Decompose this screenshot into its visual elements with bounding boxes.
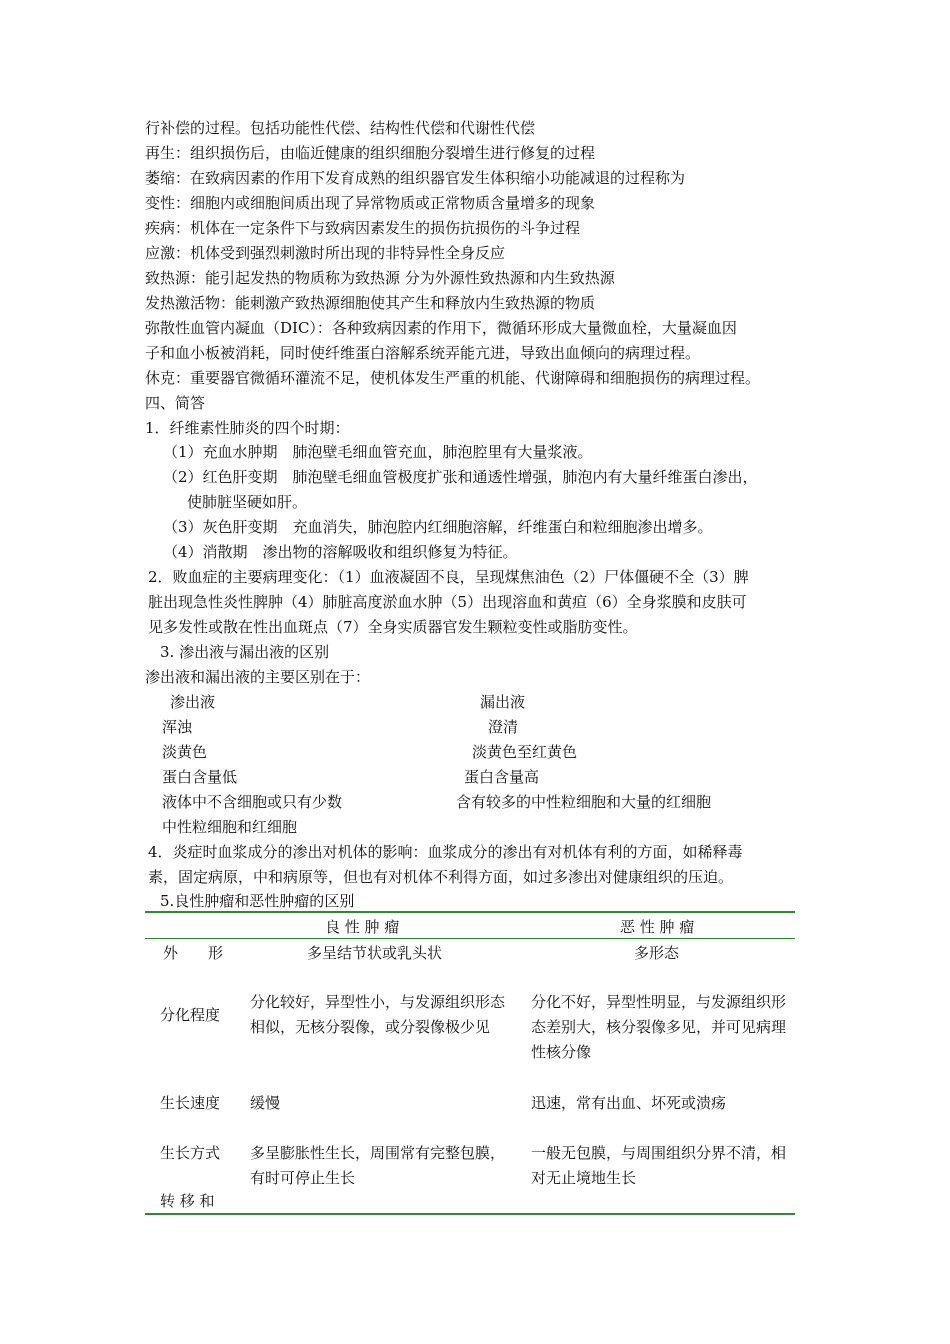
exudate-item: 蛋白含量低 (162, 768, 238, 786)
definition-degeneration: 变性：细胞内或细胞间质出现了异常物质或正常物质含量增多的现象 (145, 194, 596, 212)
benign-growth-mode: 多呈膨胀性生长，周围常有完整包膜，有时可停止生长 (250, 1144, 506, 1187)
definition-dic: 弥散性血管内凝血（DIC）：各种致病因素的作用下，微循环形成大量微血栓，大量凝血因 (145, 319, 737, 337)
question-1: 1．纤维素性肺炎的四个时期： (145, 419, 350, 437)
definition-pyrogenic-activator: 发热激活物：能刺激产致热源细胞使其产生和释放内生致热源的物质 (145, 294, 596, 312)
stage-4: （4）消散期 渗出物的溶解吸收和组织修复为特征。 (163, 543, 518, 561)
exudate-item: 浑浊 (162, 718, 193, 736)
malignant-growth-mode: 一般无包膜，与周围组织分界不清，相对无止境地生长 (531, 1144, 787, 1187)
question-5: 5.良性肿瘤和恶性肿瘤的区别 (160, 892, 355, 910)
table-bottom-rule (145, 1213, 795, 1215)
row-label-growth-mode: 生长方式 (160, 1144, 221, 1162)
definition-regeneration: 再生：组织损伤后，由临近健康的组织细胞分裂增生进行修复的过程 (145, 144, 596, 162)
table-header-rule (145, 938, 795, 939)
question-4-cont: 素，固定病原，中和病原等，但也有对机体不利得方面，如过多渗出对健康组织的压迫。 (148, 868, 734, 886)
transudate-item: 蛋白含量高 (464, 768, 540, 786)
definition-dic-cont: 子和血小板被消耗，同时使纤维蛋白溶解系统弄能亢进，导致出血倾向的病理过程。 (145, 344, 701, 362)
exudate-item: 中性粒细胞和红细胞 (162, 818, 298, 836)
question-4: 4．炎症时血浆成分的渗出对机体的影响：血浆成分的渗出有对机体有利的方面，如稀释毒 (148, 843, 743, 861)
row-label-differentiation: 分化程度 (160, 1006, 221, 1024)
benign-differentiation: 分化较好，异型性小，与发源组织形态相似，无核分裂像，或分裂像极少见 (250, 993, 506, 1036)
row-label-metastasis: 转 移 和 (160, 1192, 215, 1210)
definition-atrophy: 萎缩：在致病因素的作用下发育成熟的组织器官发生体积缩小功能减退的过程称为 (145, 169, 686, 187)
definition-stress: 应激：机体受到强烈刺激时所出现的非特异性全身反应 (145, 244, 506, 262)
header-malignant: 恶 性 肿 瘤 (620, 918, 695, 936)
transudate-header: 漏出液 (480, 693, 526, 711)
stage-3: （3）灰色肝变期 充血消失，肺泡腔内红细胞溶解，纤维蛋白和粒细胞渗出增多。 (163, 518, 713, 536)
definition-disease: 疾病：机体在一定条件下与致病因素发生的损伤抗损伤的斗争过程 (145, 219, 581, 237)
exudate-item: 液体中不含细胞或只有少数 (162, 793, 343, 811)
section-heading: 四、简答 (145, 394, 206, 412)
row-label-shape: 外 形 (163, 944, 224, 962)
stage-2-cont: 使肺脏坚硬如肝。 (187, 493, 308, 511)
row-label-growth-rate: 生长速度 (160, 1094, 221, 1112)
transudate-item: 澄清 (488, 718, 519, 736)
question-2: 2．败血症的主要病理变化：（1）血液凝固不良，呈现煤焦油色（2）尸体僵硬不全（3）脾 (148, 568, 749, 586)
transudate-item: 淡黄色至红黄色 (472, 743, 578, 761)
header-benign: 良 性 肿 瘤 (325, 918, 400, 936)
transudate-item: 含有较多的中性粒细胞和大量的红细胞 (456, 793, 712, 811)
question-3: 3. 渗出液与漏出液的区别 (160, 643, 330, 661)
exudate-item: 淡黄色 (162, 743, 208, 761)
question-2-cont: 脏出现急性炎性脾肿（4）肺脏高度淤血水肿（5）出现溶血和黄疸（6）全身浆膜和皮肤可 (148, 593, 747, 611)
benign-shape: 多呈结节状或乳头状 (307, 944, 443, 962)
definition-pyrogen: 致热源：能引起发热的物质称为致热源 分为外源性致热源和内生致热源 (145, 269, 615, 287)
question-2-cont: 见多发性或散在性出血斑点（7）全身实质器官发生颗粒变性或脂肪变性。 (148, 618, 638, 636)
malignant-shape: 多形态 (634, 944, 680, 962)
malignant-differentiation: 分化不好，异型性明显，与发源组织形态差别大，核分裂像多见，并可见病理性核分像 (531, 993, 787, 1061)
malignant-growth-rate: 迅速，常有出血、坏死或溃疡 (531, 1094, 727, 1112)
stage-2: （2）红色肝变期 肺泡壁毛细血管极度扩张和通透性增强，肺泡内有大量纤维蛋白渗出， (163, 468, 758, 486)
stage-1: （1）充血水肿期 肺泡壁毛细血管充血，肺泡腔里有大量浆液。 (163, 443, 593, 461)
question-3-intro: 渗出液和漏出液的主要区别在于： (145, 668, 371, 686)
benign-growth-rate: 缓慢 (250, 1094, 281, 1112)
text-line: 行补偿的过程。包括功能性代偿、结构性代偿和代谢性代偿 (145, 119, 536, 137)
table-top-rule (145, 911, 795, 913)
definition-shock: 休克：重要器官微循环灌流不足，使机体发生严重的机能、代谢障碍和细胞损伤的病理过程。 (145, 369, 761, 387)
exudate-header: 渗出液 (170, 693, 216, 711)
